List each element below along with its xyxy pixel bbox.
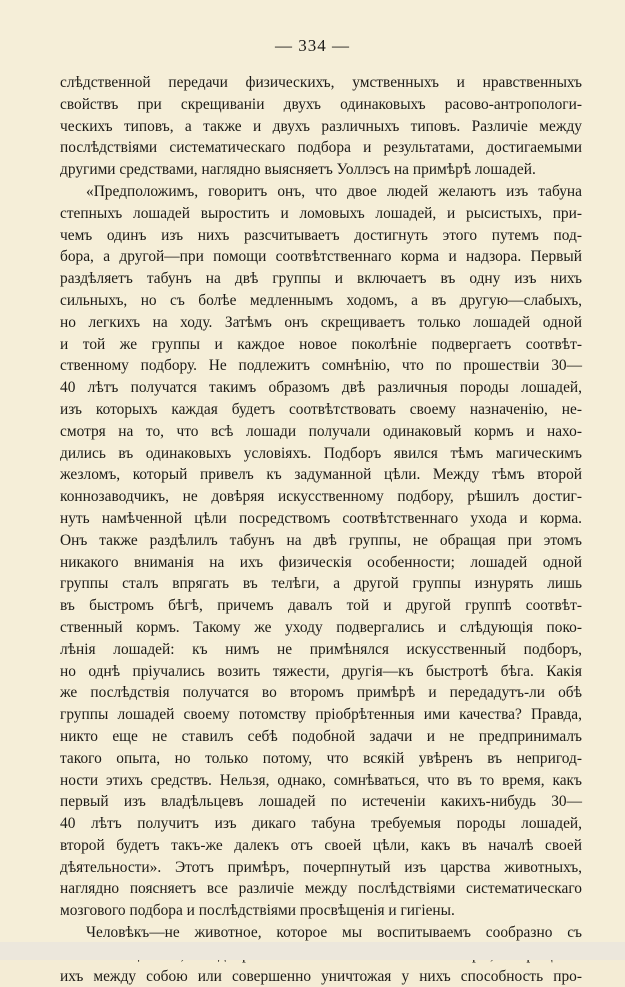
text-line: 40 лѣтъ получитъ изъ дикаго табуна требуемыя породы лошадей,	[60, 815, 582, 833]
text-line: никакого вниманія на ихъ физическія особенности; лошадей одной	[60, 553, 582, 571]
text-line: Человѣкъ—не животное, которое мы воспитываемъ сообразно съ	[86, 924, 582, 942]
text-line: жезломъ, который привелъ къ задуманной цѣли. Между тѣмъ второй	[60, 466, 582, 484]
text-line: ности этихъ средствъ. Нельзя, однако, сомнѣваться, что въ то время, какъ	[60, 771, 582, 789]
text-line: раздѣляетъ табунъ на двѣ группы и включаетъ въ одну изъ нихъ	[60, 270, 582, 288]
text-line: 40 лѣтъ получатся такимъ образомъ двѣ различныя породы лошадей,	[60, 379, 582, 397]
text-line: же послѣдствія получатся во второмъ примѣрѣ и передадутъ-ли обѣ	[60, 684, 582, 702]
text-line: и той же группы и каждое новое поколѣніе подвергаетъ соотвѣт-	[60, 335, 582, 353]
text-line: въ быстромъ бѣгѣ, причемъ давалъ той и другой группѣ соотвѣт-	[60, 597, 582, 615]
text-line: но однѣ пріучались возить тяжести, другія—къ быстротѣ бѣга. Какія	[60, 662, 582, 680]
text-line: дѣятельности». Этотъ примѣръ, почерпнутый изъ царства животныхъ,	[60, 858, 582, 876]
text-line: коннозаводчикъ, не довѣряя искусственному подбору, рѣшилъ достиг-	[60, 488, 582, 506]
text-line: ческихъ типовъ, а также и двухъ различныхъ типовъ. Различіе между	[60, 117, 582, 135]
text-line: послѣдствіями систематическаго подбора и результатами, достигаемыми	[60, 139, 582, 157]
scan-margin	[0, 942, 625, 960]
body-text	[60, 72, 582, 987]
text-line: лѣнія лошадей: къ нимъ не примѣнялся искусственный подборъ,	[60, 640, 582, 658]
text-line: мозгового подбора и послѣдствіями просвѣщенія и гигіены.	[60, 902, 455, 920]
text-line: ственный кормъ. Такому же уходу подвергались и слѣдующія поко-	[60, 618, 582, 636]
text-line: изъ которыхъ каждая будетъ соотвѣтствовать своему назначенію, не-	[60, 400, 582, 418]
text-line: такого опыта, но только потому, что всякій увѣренъ въ непригод-	[60, 749, 582, 767]
text-line: бора, а другой—при помощи соотвѣтственнаго корма и надзора. Первый	[60, 248, 582, 266]
text-line: чемъ одинъ изъ нихъ разсчитываетъ достигнуть этого путемъ под-	[60, 226, 582, 244]
text-line: второй будетъ такъ-же далекъ отъ своей цѣли, какъ въ началѣ своей	[60, 836, 582, 854]
text-line: ственному подбору. Не подлежитъ сомнѣнію, что по прошествіи 30—	[60, 357, 582, 375]
page-number: — 334 —	[275, 36, 350, 55]
text-line: группы сталъ впрягать въ телѣги, а другой группы изнурять лишь	[60, 575, 582, 593]
text-line: ихъ между собою или совершенно уничтожая у нихъ способность про-	[60, 967, 582, 985]
text-line: первый изъ владѣльцевъ лошадей по истеченіи какихъ-нибудь 30—	[60, 793, 582, 811]
text-line: слѣдственной передачи физическихъ, умственныхъ и нравственныхъ	[60, 74, 582, 91]
text-line: наглядно поясняетъ все различіе между послѣдствіями систематическаго	[60, 880, 582, 898]
text-line: смотря на то, что всѣ лошади получали одинаковый кормъ и нахо-	[60, 422, 582, 440]
text-line: «Предположимъ, говоритъ онъ, что двое людей желаютъ изъ табуна	[86, 182, 582, 200]
text-line: никто еще не ставилъ себѣ подобной задачи и не предпринималъ	[60, 727, 582, 745]
text-line: сильныхъ, но съ болѣе медленнымъ ходомъ, а въ другую—слабыхъ,	[60, 291, 582, 309]
text-line: степныхъ лошадей выростить и ломовыхъ лошадей, и рысистыхъ, при-	[60, 204, 582, 222]
text-line: нуть намѣченной цѣли посредствомъ соотвѣтственнаго ухода и корма.	[60, 509, 582, 527]
text-line: свойствъ при скрещиваніи двухъ одинаковыхъ расово-антропологи-	[60, 95, 582, 113]
text-line: дились въ одинаковыхъ условіяхъ. Подборъ явился тѣмъ магическимъ	[60, 444, 582, 462]
text-line: группы лошадей своему потомству пріобрѣтенныя ими качества? Правда,	[60, 706, 582, 724]
text-line: другими средствами, наглядно выясняетъ Уоллэсъ на примѣрѣ лошадей.	[60, 161, 536, 179]
text-line: но легкихъ на ходу. Затѣмъ онъ скрещиваетъ только лошадей одной	[60, 313, 582, 331]
text-line: Онъ также раздѣлилъ табунъ на двѣ группы, не обращая при этомъ	[60, 531, 582, 549]
